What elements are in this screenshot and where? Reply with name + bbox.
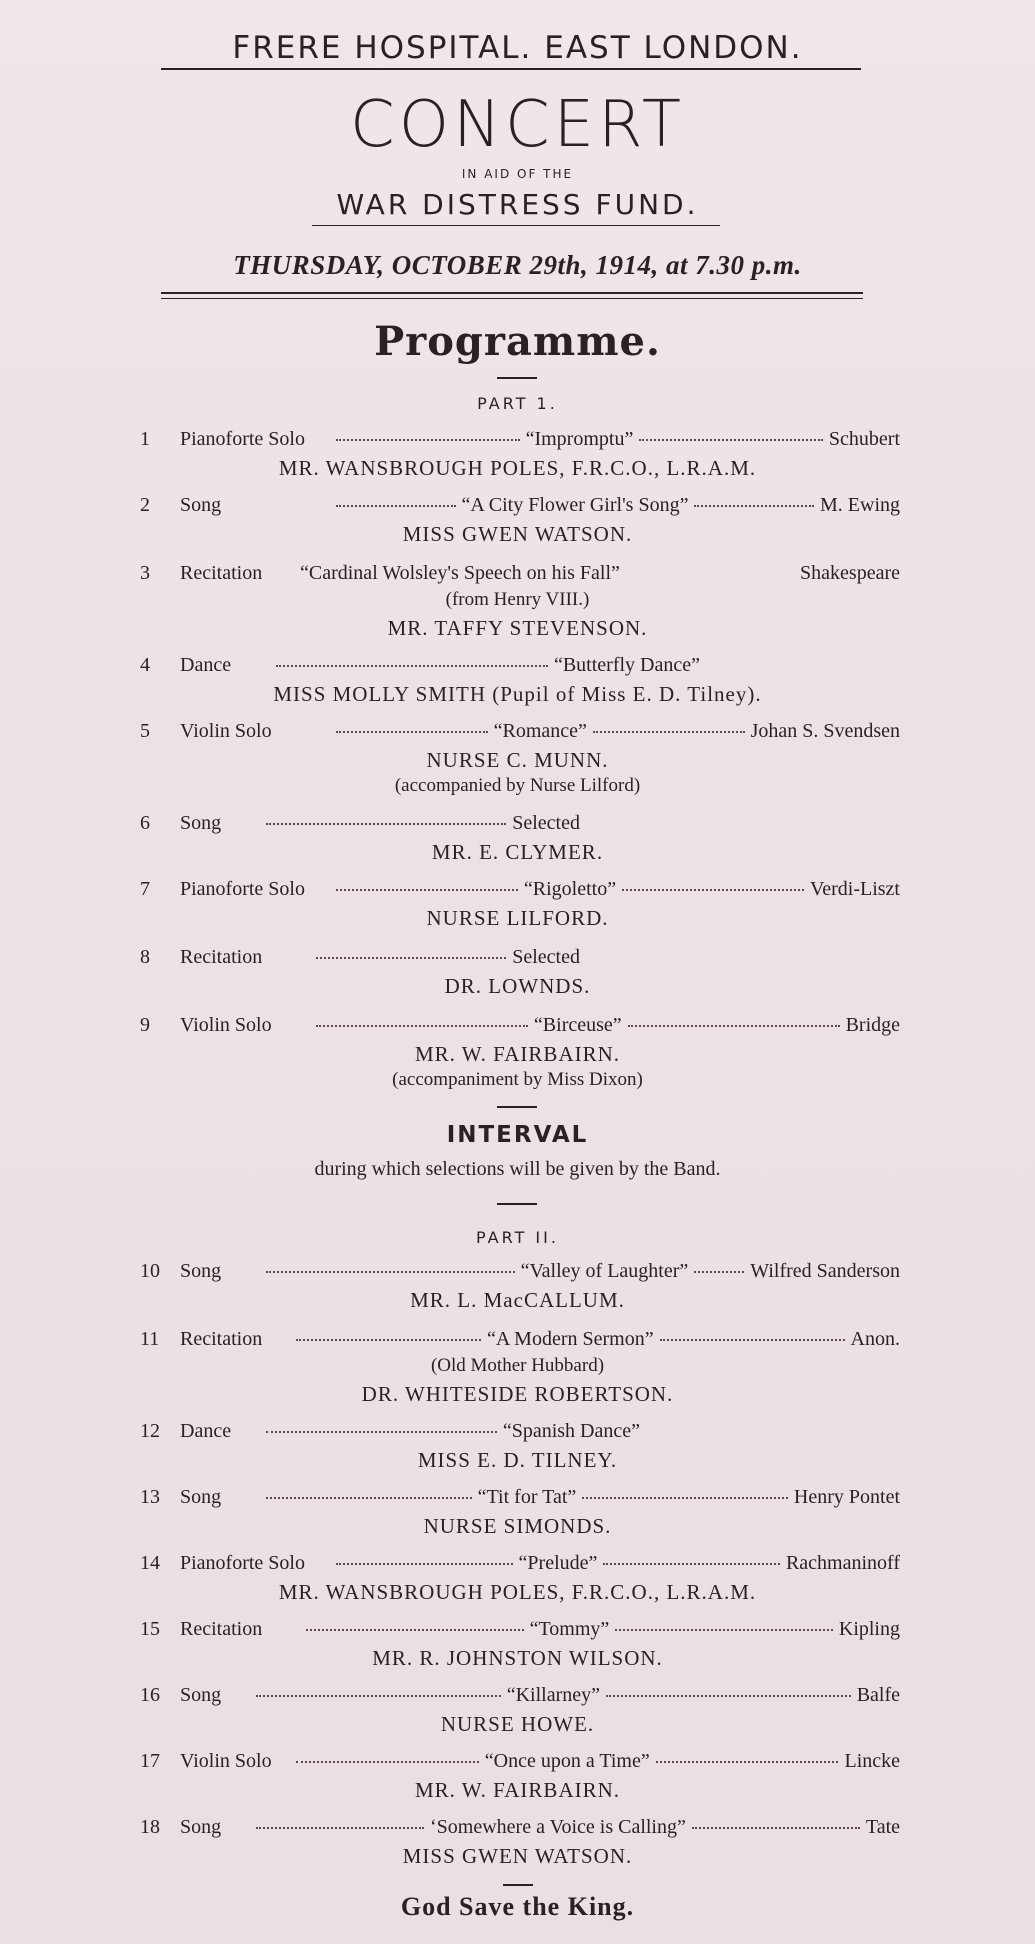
part-2-label: PART II. [476, 1228, 559, 1247]
item-composer: Rachmaninoff [785, 1552, 900, 1574]
item-performer: MR. WANSBROUGH POLES, F.R.C.O., L.R.A.M. [278, 456, 757, 480]
item-performer: DR. LOWNDS. [444, 974, 591, 998]
item-note: (accompanied by Nurse Lilford) [394, 775, 641, 796]
divider [161, 68, 861, 70]
item-type: Song [180, 1486, 222, 1508]
divider [161, 298, 863, 299]
item-number: 18 [140, 1816, 160, 1838]
item-number: 13 [140, 1486, 160, 1508]
divider [497, 1203, 537, 1205]
item-type: Recitation [180, 1618, 263, 1640]
item-number: 2 [140, 494, 150, 516]
item-number: 6 [140, 812, 150, 834]
part-1-label: PART 1. [477, 394, 558, 413]
item-performer: NURSE SIMONDS. [423, 1514, 612, 1538]
item-composer: Kipling [838, 1618, 900, 1640]
item-title: ‘Somewhere a Voice is Calling” [430, 1816, 686, 1838]
item-number: 15 [140, 1618, 160, 1640]
item-title: “Romance” [493, 720, 587, 742]
item-composer: Shakespeare [800, 562, 900, 584]
divider [161, 292, 863, 294]
item-title: “A Modern Sermon” [486, 1328, 654, 1350]
item-performer: MR. W. FAIRBAIRN. [414, 1042, 621, 1066]
item-title: “Butterfly Dance” [553, 654, 700, 676]
item-composer: Verdi-Liszt [810, 878, 900, 900]
item-type: Dance [180, 1420, 232, 1442]
item-number: 7 [140, 878, 150, 900]
item-title: “Impromptu” [525, 428, 634, 450]
item-title: “Birceuse” [533, 1014, 622, 1036]
item-title: “Valley of Laughter” [520, 1260, 689, 1282]
item-type: Violin Solo [180, 1014, 272, 1036]
item-composer: Balfe [856, 1684, 900, 1706]
item-performer: MR. TAFFY STEVENSON. [387, 616, 648, 640]
item-title: “Once upon a Time” [484, 1750, 650, 1772]
item-number: 14 [140, 1552, 160, 1574]
event-date: THURSDAY, OCTOBER 29th, 1914, at 7.30 p.m. [233, 250, 802, 280]
item-title: “Killarney” [506, 1684, 600, 1706]
item-title: “Cardinal Wolsley's Speech on his Fall” [300, 562, 620, 584]
item-number: 8 [140, 946, 150, 968]
item-number: 4 [140, 654, 150, 676]
divider [497, 1106, 537, 1108]
item-type: Pianoforte Solo [180, 428, 305, 450]
item-performer: NURSE C. MUNN. [426, 748, 609, 772]
item-performer: MISS E. D. TILNEY. [417, 1448, 618, 1472]
item-composer: Bridge [845, 1014, 901, 1036]
item-number: 10 [140, 1260, 160, 1282]
item-title: “Tit for Tat” [477, 1486, 577, 1508]
interval-title: INTERVAL [446, 1122, 589, 1148]
item-type: Violin Solo [180, 720, 272, 742]
item-number: 16 [140, 1684, 160, 1706]
item-performer: NURSE HOWE. [440, 1712, 595, 1736]
item-performer: MISS MOLLY SMITH (Pupil of Miss E. D. Tilney). [273, 682, 762, 706]
item-composer: Anon. [850, 1328, 900, 1350]
item-type: Pianoforte Solo [180, 878, 305, 900]
item-type: Song [180, 1684, 222, 1706]
divider [497, 377, 537, 379]
item-composer: Tate [865, 1816, 901, 1838]
item-type: Song [180, 812, 222, 834]
closing-anthem: God Save the King. [400, 1892, 635, 1921]
hospital-name: FRERE HOSPITAL. EAST LONDON. [232, 30, 803, 66]
item-performer: MR. E. CLYMER. [431, 840, 604, 864]
divider [503, 1884, 533, 1886]
item-number: 9 [140, 1014, 150, 1036]
item-type: Song [180, 494, 222, 516]
item-performer: MR. W. FAIRBAIRN. [414, 1778, 621, 1802]
item-composer: Johan S. Svendsen [750, 720, 901, 742]
programme-title: Programme. [374, 318, 661, 365]
item-number: 12 [140, 1420, 160, 1442]
item-title: “Prelude” [518, 1552, 598, 1574]
item-composer: Wilfred Sanderson [750, 1260, 900, 1282]
divider [312, 225, 720, 226]
item-title: “Tommy” [529, 1618, 610, 1640]
item-title: Selected [512, 946, 580, 968]
item-composer: Henry Pontet [793, 1486, 900, 1508]
item-type: Recitation [180, 946, 263, 968]
item-performer: MR. WANSBROUGH POLES, F.R.C.O., L.R.A.M. [278, 1580, 757, 1604]
item-number: 5 [140, 720, 150, 742]
item-type: Recitation [180, 1328, 263, 1350]
aid-label: IN AID OF THE [461, 167, 574, 181]
item-performer: NURSE LILFORD. [426, 906, 609, 930]
item-performer: MISS GWEN WATSON. [402, 1844, 633, 1868]
concert-title: CONCERT [350, 88, 685, 162]
item-type: Dance [180, 654, 232, 676]
item-type: Recitation [180, 562, 263, 584]
interval-note: during which selections will be given by the Band. [314, 1158, 721, 1180]
item-note: (Old Mother Hubbard) [430, 1355, 605, 1376]
item-title: “Spanish Dance” [502, 1420, 640, 1442]
item-note: (from Henry VIII.) [445, 589, 590, 610]
item-title: Selected [512, 812, 580, 834]
fund-name: WAR DISTRESS FUND. [336, 188, 699, 221]
item-composer: Schubert [828, 428, 900, 450]
item-number: 17 [140, 1750, 160, 1772]
item-composer: M. Ewing [820, 494, 900, 516]
item-note: (accompaniment by Miss Dixon) [392, 1069, 643, 1090]
item-performer: MISS GWEN WATSON. [402, 522, 633, 546]
item-number: 1 [140, 428, 150, 450]
item-performer: MR. R. JOHNSTON WILSON. [372, 1646, 663, 1670]
item-title: “Rigoletto” [523, 878, 617, 900]
item-type: Song [180, 1816, 222, 1838]
item-type: Pianoforte Solo [180, 1552, 305, 1574]
item-number: 3 [140, 562, 150, 584]
item-title: “A City Flower Girl's Song” [461, 494, 689, 516]
item-performer: DR. WHITESIDE ROBERTSON. [361, 1382, 674, 1406]
item-type: Song [180, 1260, 222, 1282]
item-number: 11 [140, 1328, 160, 1350]
item-type: Violin Solo [180, 1750, 272, 1772]
item-composer: Lincke [844, 1750, 901, 1772]
item-performer: MR. L. MacCALLUM. [410, 1288, 625, 1312]
